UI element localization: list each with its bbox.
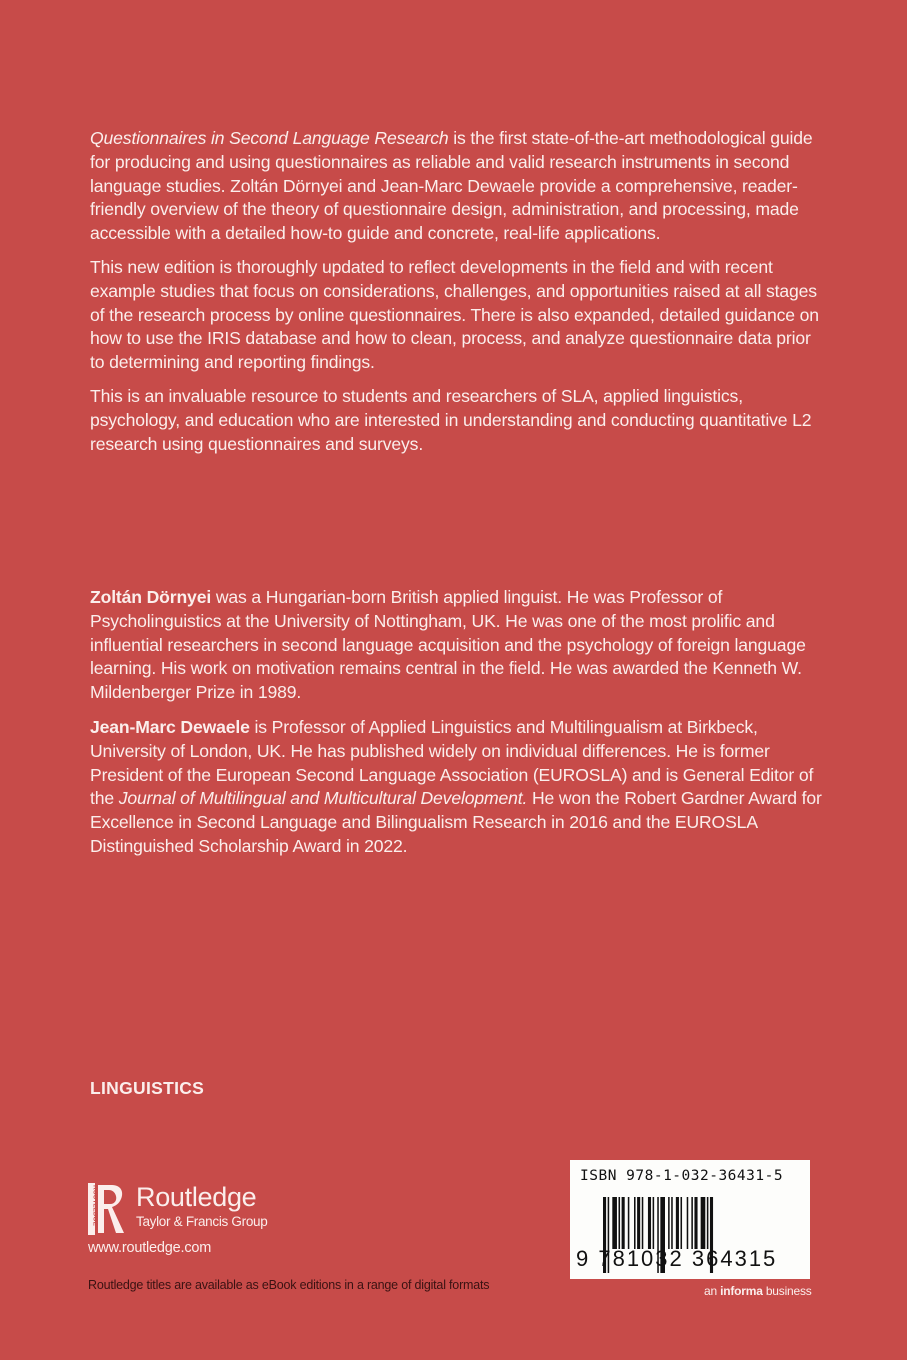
journal-title: Journal of Multilingual and Multicultural Development. <box>118 788 528 809</box>
barcode-bar <box>681 1197 683 1249</box>
barcode-bar <box>687 1197 689 1249</box>
isbn-label: ISBN 978-1-032-36431-5 <box>580 1168 784 1184</box>
book-title: Questionnaires in Second Language Research <box>90 128 449 148</box>
subject-category: LINGUISTICS <box>90 1078 205 1098</box>
barcode-bar <box>691 1197 693 1249</box>
barcode-bar <box>634 1197 636 1249</box>
barcode-bar <box>628 1197 630 1249</box>
barcode-bar <box>671 1197 673 1249</box>
barcode-bar <box>637 1197 640 1249</box>
barcode-bar <box>707 1197 709 1249</box>
barcode-bar <box>676 1197 679 1249</box>
routledge-r-icon <box>88 1183 126 1235</box>
isbn-barcode <box>570 1160 810 1279</box>
publisher-logo <box>88 1183 267 1235</box>
informa-business-tag: an informa business <box>704 1284 812 1298</box>
description-paragraph-2: This new edition is thoroughly updated to reflect developments in the field and with recent example studies that focus on considerations, challenges, and opportunities raised at all stages of the research process by online questionnaires. There is also expanded, detailed guidance on how to use the IRIS database and how to clean, process, and analyze questionnaire data prior to determining and reporting findings. <box>90 256 819 373</box>
publisher-group: Taylor & Francis Group <box>136 1214 268 1229</box>
barcode-bar <box>612 1197 617 1249</box>
barcode-bar <box>642 1197 644 1249</box>
barcode-bar <box>653 1197 655 1249</box>
author-bio-1: Zoltán Dörnyei was a Hungarian-born British applied linguist. He was Professor of Psycholinguistics at the University of Nottingham, UK. He was one of the most prolific and influential researchers in second language acquisition and the psychology of foreign language learning. His work on motivation remains central in the field. He was awarded the Kenneth W. Mildenberger Prize in 1989. <box>90 587 806 703</box>
publisher-name: Routledge <box>136 1182 257 1212</box>
author-bios <box>90 586 822 870</box>
svg-text:ROUTLEDGE: ROUTLEDGE <box>91 1185 99 1226</box>
barcode-bar <box>668 1197 670 1249</box>
barcode-bar <box>648 1197 651 1249</box>
author-name: Zoltán Dörnyei <box>90 587 212 607</box>
barcode-bar <box>694 1197 697 1249</box>
book-description <box>90 127 822 466</box>
barcode-bar <box>622 1197 625 1249</box>
description-paragraph-1: Questionnaires in Second Language Research is the first state-of-the-art methodological guide for producing and using questionnaires as reliable and valid research instruments in second language studies. Zoltán Dörnyei and Jean-Marc Dewaele provide a comprehensive, reader-friendly overview of the theory of questionnaire design, administration, and processing, made accessible with a detailed how-to guide and concrete, real-life applications. <box>90 128 813 244</box>
author-bio-2: Jean-Marc Dewaele is Professor of Applied Linguistics and Multilingualism at Birkbeck, University of London, UK. He has published widely on individual differences. He is former President of the European Second Language Association (EUROSLA) and is General Editor of the Journal of Multilingual and Multicultural Development. He won the Robert Gardner Award for Excellence in Second Language and Bilingualism Research in 2016 and the EUROSLA Distinguished Scholarship Award in 2022. <box>90 716 822 856</box>
description-paragraph-3: This is an invaluable resource to students and researchers of SLA, applied linguistics, psychology, and education who are interested in understanding and conducting quantitative L2 research using questionnaires and surveys. <box>90 385 812 454</box>
barcode-bar <box>701 1197 706 1249</box>
author-name: Jean-Marc Dewaele <box>90 716 250 737</box>
barcode-digits: 9 781032 364315 <box>576 1246 778 1271</box>
ebook-note: Routledge titles are available as eBook editions in a range of digital formats <box>88 1278 490 1292</box>
publisher-url[interactable]: www.routledge.com <box>88 1240 212 1256</box>
barcode-bar <box>619 1197 621 1249</box>
